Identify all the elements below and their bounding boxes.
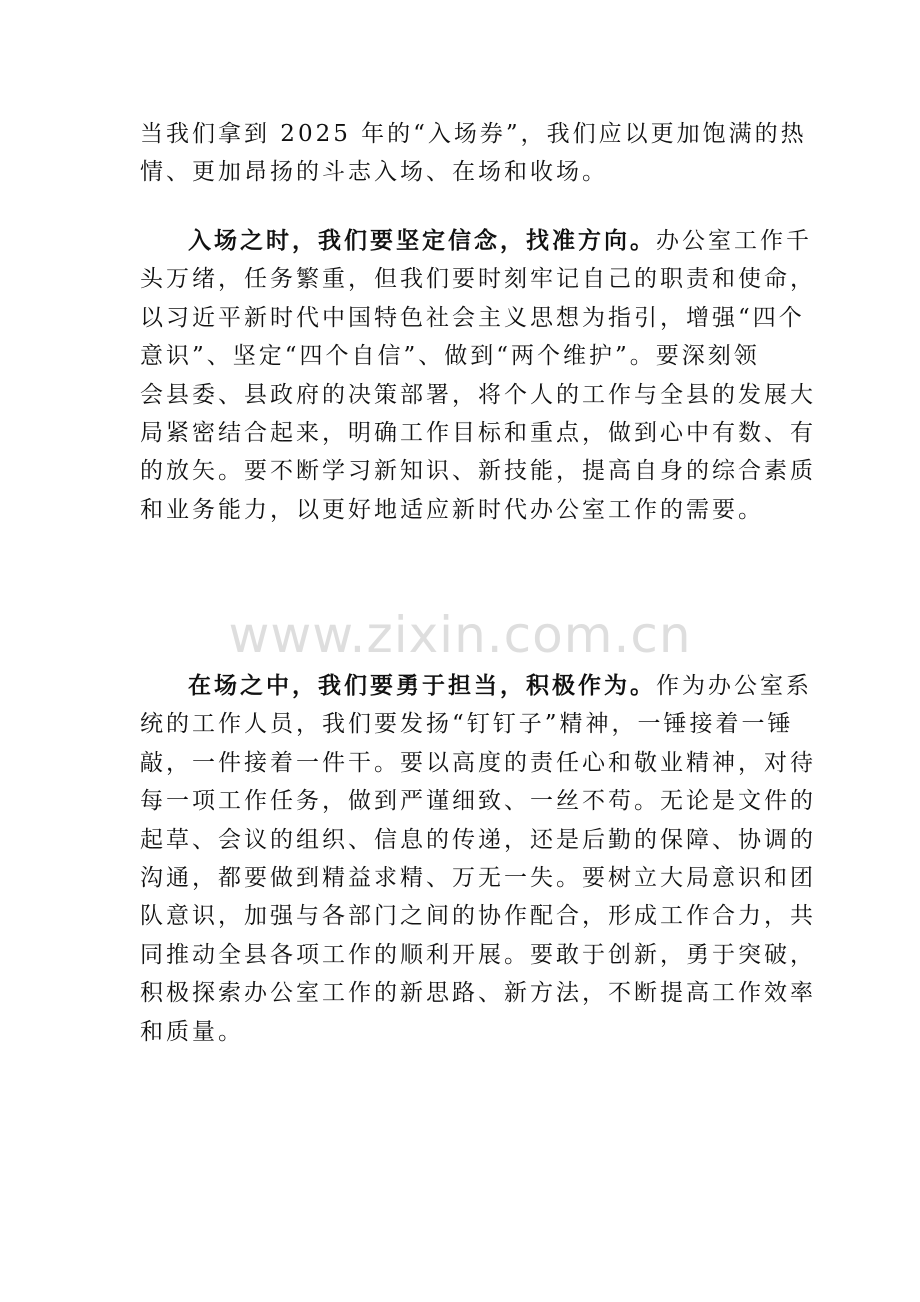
text-line: 当我们拿到 2025 年的“入场券”，我们应以更加饱满的热 — [140, 121, 807, 147]
text-line: 每一项工作任务，做到严谨细致、一丝不苟。无论是文件的 — [140, 788, 816, 815]
text-line: 队意识，加强与各部门之间的协作配合，形成工作合力，共 — [140, 903, 816, 930]
text-line: 起草、会议的组织、信息的传递，还是后勤的保障、协调的 — [140, 826, 816, 853]
text-line-rest: 办公室工作千 — [656, 228, 812, 254]
paragraph-first-line — [140, 222, 812, 260]
paragraph-1 — [140, 115, 807, 192]
text-line: 和质量。 — [140, 1018, 244, 1045]
text-line: 同推动全县各项工作的顺利开展。要敢于创新，勇于突破， — [140, 941, 816, 968]
text-line: 统的工作人员，我们要发扬“钉钉子”精神，一锤接着一锤 — [140, 711, 794, 738]
paragraph-3 — [140, 667, 816, 1051]
paragraph-2 — [140, 222, 816, 529]
paragraph-lead-sentence: 入场之时，我们要坚定信念，找准方向。 — [188, 228, 656, 254]
text-line: 情、更加昂扬的斗志入场、在场和收场。 — [140, 159, 608, 186]
text-line-rest: 作为办公室系 — [656, 673, 812, 699]
paragraph-lead-sentence: 在场之中，我们要勇于担当，积极作为。 — [188, 673, 656, 699]
text-line: 的放矢。要不断学习新知识、新技能，提高自身的综合素质 — [140, 458, 816, 485]
text-line: 意识”、坚定“四个自信”、做到“两个维护”。要深刻领 — [140, 343, 760, 370]
text-line: 局紧密结合起来，明确工作目标和重点，做到心中有数、有 — [140, 419, 816, 446]
watermark: www.zixin.com.cn — [228, 606, 692, 664]
paragraph-first-line — [140, 667, 812, 705]
text-line: 沟通，都要做到精益求精、万无一失。要树立大局意识和团 — [140, 864, 816, 891]
text-line: 会县委、县政府的决策部署，将个人的工作与全县的发展大 — [140, 381, 816, 408]
text-line: 以习近平新时代中国特色社会主义思想为指引，增强“四个 — [140, 304, 805, 331]
text-line: 积极探索办公室工作的新思路、新方法，不断提高工作效率 — [140, 980, 816, 1007]
text-line: 头万绪，任务繁重，但我们要时刻牢记自己的职责和使命， — [140, 266, 816, 293]
text-line: 敲，一件接着一件干。要以高度的责任心和敬业精神，对待 — [140, 749, 816, 776]
text-line: 和业务能力，以更好地适应新时代办公室工作的需要。 — [140, 496, 764, 523]
